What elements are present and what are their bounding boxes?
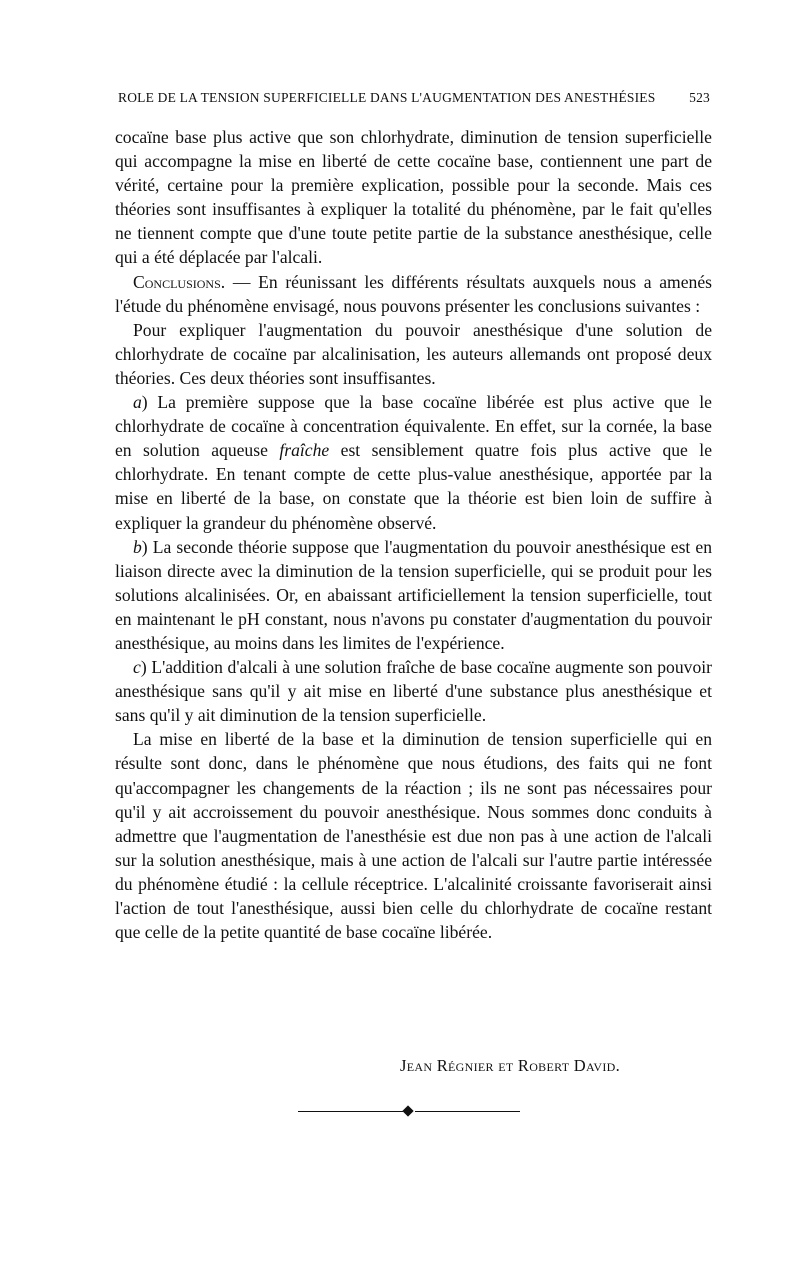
author-signature: Jean Régnier et Robert David. bbox=[400, 1056, 621, 1075]
paragraph-point-b bbox=[115, 535, 712, 655]
diamond-icon bbox=[402, 1105, 413, 1116]
ornament-line-left bbox=[298, 1111, 403, 1112]
paragraph-summary: Pour expliquer l'augmentation du pouvoir anesthésique d'une solution de chlorhydrate de cocaïne par alcalinisation, les auteurs allemands ont proposé deux théories. Ces deux théories sont insuffisantes. bbox=[115, 319, 712, 388]
ornament-line-right bbox=[415, 1111, 520, 1112]
body-text bbox=[115, 125, 712, 944]
paragraph-point-c bbox=[115, 655, 712, 727]
point-a-text-1: ) La première suppose que la base cocaïne libérée est plus active que le chlorhydrate de cocaïne à concentration équivalente. En effet, sur la cornée, la base en solution aqueuse bbox=[115, 392, 712, 461]
point-c-text: ) L'addition d'alcali à une solution fraîche de base cocaïne augmente son pouvoir anesthésique sans qu'il y ait mise en liberté d'une substance plus anesthésique et sans qu'il y ait diminution de la tension superficielle. bbox=[115, 657, 712, 726]
conclusions-text: — En réunissant les différents résultats auxquels nous a amenés l'étude du phénomène envisagé, nous pouvons présenter les conclusions suivantes : bbox=[115, 271, 712, 316]
paragraph-continuation: cocaïne base plus active que son chlorhydrate, diminution de tension superficielle qui accompagne la mise en liberté de cette cocaïne base, contiennent une part de vérité, certaine pour la première explication, possible pour la seconde. Mais ces théories sont insuffisantes à expliquer la totalité du phénomène, par le fait qu'elles ne tiennent compte que d'une toute petite partie de la substance anesthésique, celle qui a été déplacée par l'alcali. bbox=[115, 127, 712, 268]
point-a-marker: a bbox=[133, 392, 142, 413]
point-a-italic: fraîche bbox=[279, 440, 330, 461]
point-b-marker: b bbox=[133, 536, 142, 557]
point-a-text-2: est sensiblement quatre fois plus active que le chlorhydrate. En tenant compte de cette plus-value anesthésique, apportée par la mise en liberté de la base, on constate que la théorie est bien loin de suffire à expliquer la grandeur du phénomène observé. bbox=[115, 440, 712, 533]
page-number: 523 bbox=[689, 90, 710, 105]
conclusions-heading: Conclusions. bbox=[133, 271, 226, 292]
point-c-marker: c bbox=[133, 657, 141, 678]
running-title: ROLE DE LA TENSION SUPERFICIELLE DANS L'AUGMENTATION DES ANESTHÉSIES bbox=[118, 90, 656, 105]
point-b-text: ) La seconde théorie suppose que l'augmentation du pouvoir anesthésique est en liaison directe avec la diminution de la tension superficielle, qui se produit pour les solutions alcalinisées. Or, en abaissant artificiellement la tension superficielle, tout en maintenant le pH constant, nous n'avons pu constater d'augmentation du pouvoir anesthésique, au moins dans les limites de l'expérience. bbox=[115, 536, 712, 653]
paragraph-conclusions bbox=[115, 270, 712, 318]
paragraph-final: La mise en liberté de la base et la diminution de tension superficielle qui en résulte sont donc, dans le phénomène que nous étudions, des faits qui ne font qu'accompagner les changements de la réaction ; ils ne sont pas nécessaires pour qu'il y ait accroissement du pouvoir anesthésique. Nous sommes donc conduits à admettre que l'augmentation de l'anesthésie est due non pas à une action de l'alcali sur la solution anesthésique, mais à une action de l'alcali sur l'autre partie intéressée du phénomène étudié : la cellule réceptrice. L'alcalinité croissante favoriserait ainsi l'action de tout l'anesthésique, aussi bien celle du chlorhydrate de cocaïne restant que celle de la petite quantité de base cocaïne libérée. bbox=[115, 729, 712, 943]
running-header bbox=[118, 90, 710, 106]
end-ornament bbox=[298, 1106, 520, 1118]
paragraph-point-a bbox=[115, 390, 712, 535]
